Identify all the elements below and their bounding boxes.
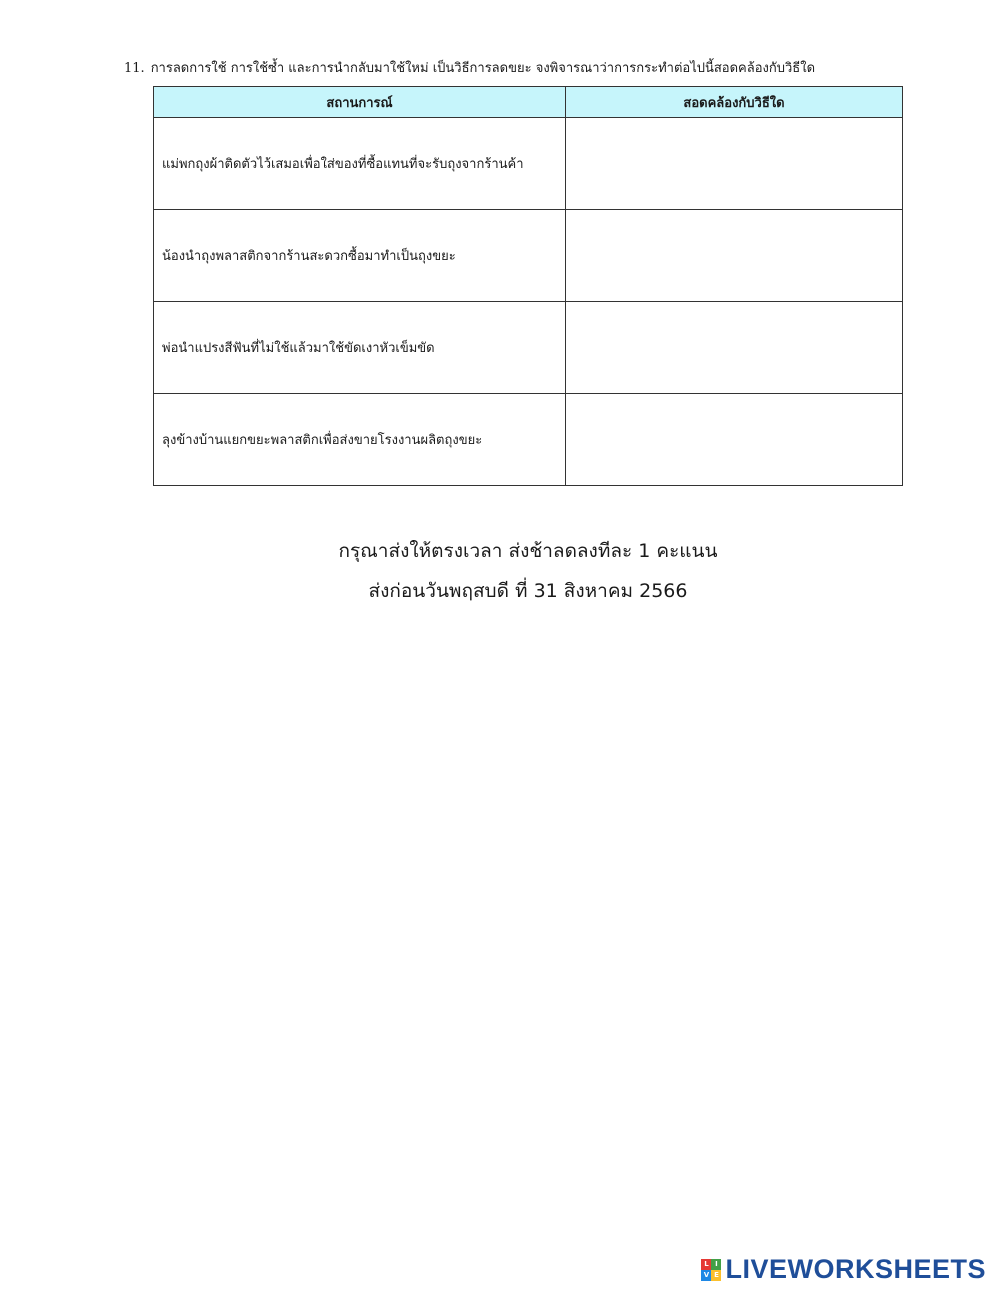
header-situation: สถานการณ์ <box>154 87 566 118</box>
header-method: สอดคล้องกับวิธีใด <box>566 87 903 118</box>
logo-tile: E <box>711 1270 721 1281</box>
situation-cell: พ่อนำแปรงสีฟันที่ไม่ใช้แล้วมาใช้ขัดเงาหัวเข็มขัด <box>154 302 566 394</box>
logo-tile: I <box>711 1259 721 1270</box>
logo-tile: L <box>701 1259 711 1270</box>
answer-input[interactable] <box>566 302 902 393</box>
answer-cell <box>566 302 903 394</box>
deadline-date: ส่งก่อนวันพฤสบดี ที่ 31 สิงหาคม 2566 <box>368 580 688 602</box>
answer-cell <box>566 210 903 302</box>
table-row <box>154 302 903 394</box>
logo-tile: V <box>701 1270 711 1281</box>
situation-cell: แม่พกถุงผ้าติดตัวไว้เสมอเพื่อใส่ของที่ซื้อแทนที่จะรับถุงจากร้านค้า <box>154 118 566 210</box>
table-row <box>154 210 903 302</box>
answer-cell <box>566 394 903 486</box>
table-row <box>154 394 903 486</box>
answer-input[interactable] <box>566 210 902 301</box>
liveworksheets-brand <box>701 1254 986 1285</box>
deadline-notice: กรุณาส่งให้ตรงเวลา ส่งช้าลดลงทีละ 1 คะแนน <box>338 540 718 562</box>
question-number: 11. <box>124 61 145 76</box>
answer-cell <box>566 118 903 210</box>
question-prompt <box>124 60 924 78</box>
worksheet-table <box>153 86 903 486</box>
answer-input[interactable] <box>566 118 902 209</box>
question-text: การลดการใช้ การใช้ซ้ำ และการนำกลับมาใช้ใหม่ เป็นวิธีการลดขยะ จงพิจารณาว่าการกระทำต่อไปนี้สอดคล้องกับวิธีใด <box>150 61 816 76</box>
brand-name: LIVEWORKSHEETS <box>725 1254 986 1284</box>
answer-input[interactable] <box>566 394 902 485</box>
situation-cell: ลุงข้างบ้านแยกขยะพลาสติกเพื่อส่งขายโรงงานผลิตถุงขยะ <box>154 394 566 486</box>
table-header-row <box>154 87 903 118</box>
table-row <box>154 118 903 210</box>
liveworksheets-logo-icon <box>701 1259 721 1281</box>
situation-cell: น้องนำถุงพลาสติกจากร้านสะดวกซื้อมาทำเป็นถุงขยะ <box>154 210 566 302</box>
